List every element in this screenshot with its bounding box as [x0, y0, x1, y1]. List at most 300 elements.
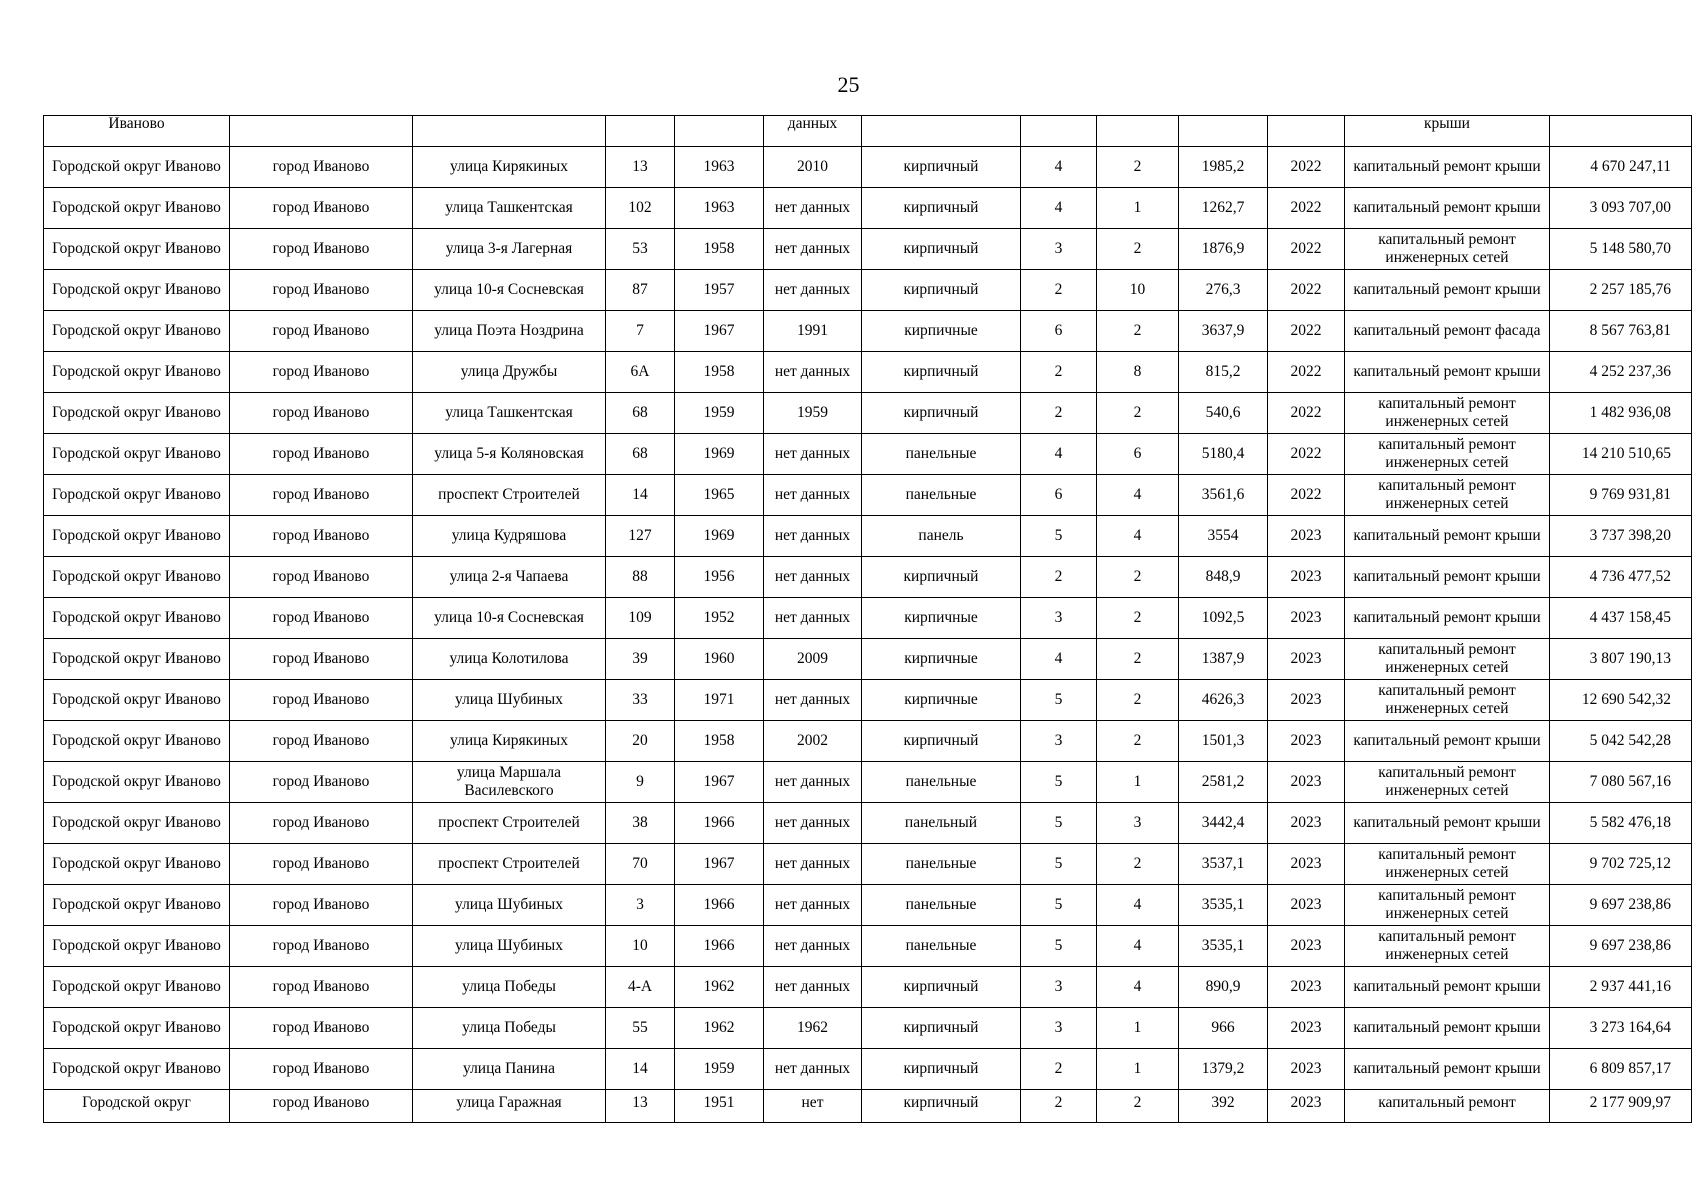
cell-built: 1967	[675, 311, 764, 352]
cell-entrances: 4	[1097, 967, 1179, 1008]
cell-street: улица Ташкентская	[413, 188, 606, 229]
table-row	[44, 557, 1692, 598]
cell-house: 6А	[606, 352, 675, 393]
cell-entrances: 8	[1097, 352, 1179, 393]
cell-locality: город Иваново	[230, 147, 413, 188]
cell-work: капитальный ремонт крыши	[1345, 721, 1550, 762]
cell-last-repair: 2002	[764, 721, 862, 762]
cell-work: капитальный ремонт инженерных сетей	[1345, 762, 1550, 803]
cell-locality: город Иваново	[230, 434, 413, 475]
cell-entrances: 2	[1097, 311, 1179, 352]
cell-last-repair: 1962	[764, 1008, 862, 1049]
cell-work: капитальный ремонт инженерных сетей	[1345, 926, 1550, 967]
cell-year: 2023	[1268, 926, 1345, 967]
cell-work: капитальный ремонт инженерных сетей	[1345, 475, 1550, 516]
cell-locality: город Иваново	[230, 352, 413, 393]
cell-floors: 5	[1021, 680, 1097, 721]
cell-street: улица Победы	[413, 1008, 606, 1049]
cell-work: капитальный ремонт крыши	[1345, 557, 1550, 598]
cell-locality: город Иваново	[230, 475, 413, 516]
cell-floors: 2	[1021, 557, 1097, 598]
cell-area: 815,2	[1179, 352, 1268, 393]
cell-street: улица Победы	[413, 967, 606, 1008]
cell-year: 2023	[1268, 1090, 1345, 1123]
cell-floors: 4	[1021, 147, 1097, 188]
cell-built: 1959	[675, 1049, 764, 1090]
cell-floors: 5	[1021, 885, 1097, 926]
table-row	[44, 1008, 1692, 1049]
cell-entrances: 4	[1097, 926, 1179, 967]
cell-area: 1985,2	[1179, 147, 1268, 188]
cell-work: капитальный ремонт крыши	[1345, 270, 1550, 311]
table-row	[44, 229, 1692, 270]
table-row	[44, 639, 1692, 680]
cell-municipality: Городской округ Иваново	[44, 803, 230, 844]
cell-cost: 2 177 909,97	[1550, 1090, 1692, 1123]
cell-municipality: Городской округ Иваново	[44, 188, 230, 229]
cell-house: 68	[606, 393, 675, 434]
cell-floors: 3	[1021, 229, 1097, 270]
cell-built: 1962	[675, 967, 764, 1008]
cell-work: крыши	[1345, 116, 1550, 147]
cell-work: капитальный ремонт фасада	[1345, 311, 1550, 352]
cell-built: 1971	[675, 680, 764, 721]
repair-program-table	[43, 115, 1692, 1123]
cell-cost: 3 737 398,20	[1550, 516, 1692, 557]
table-row	[44, 803, 1692, 844]
table-row	[44, 680, 1692, 721]
cell-locality: город Иваново	[230, 229, 413, 270]
cell-cost: 3 093 707,00	[1550, 188, 1692, 229]
cell-municipality: Городской округ Иваново	[44, 393, 230, 434]
cell-municipality: Городской округ Иваново	[44, 680, 230, 721]
cell-municipality: Городской округ Иваново	[44, 926, 230, 967]
cell-locality: город Иваново	[230, 188, 413, 229]
cell-built: 1963	[675, 147, 764, 188]
cell-last-repair: нет данных	[764, 229, 862, 270]
cell-wall: панельный	[862, 803, 1021, 844]
cell-entrances: 2	[1097, 229, 1179, 270]
cell-cost: 14 210 510,65	[1550, 434, 1692, 475]
cell-entrances: 4	[1097, 516, 1179, 557]
cell-built: 1965	[675, 475, 764, 516]
cell-cost: 5 148 580,70	[1550, 229, 1692, 270]
cell-entrances: 1	[1097, 1008, 1179, 1049]
cell-cost: 12 690 542,32	[1550, 680, 1692, 721]
cell-municipality: Городской округ Иваново	[44, 885, 230, 926]
cell-house: 14	[606, 1049, 675, 1090]
cell-locality: город Иваново	[230, 680, 413, 721]
table-row	[44, 516, 1692, 557]
cell-year: 2022	[1268, 475, 1345, 516]
cell-house: 109	[606, 598, 675, 639]
cell-last-repair: нет данных	[764, 475, 862, 516]
cell-built: 1952	[675, 598, 764, 639]
cell-year: 2022	[1268, 393, 1345, 434]
cell-last-repair: нет данных	[764, 188, 862, 229]
cell-floors: 5	[1021, 926, 1097, 967]
cell-street: улица Гаражная	[413, 1090, 606, 1123]
cell-entrances: 6	[1097, 434, 1179, 475]
cell-entrances: 2	[1097, 393, 1179, 434]
cell-locality: город Иваново	[230, 926, 413, 967]
cell-house: 87	[606, 270, 675, 311]
cell-street: проспект Строителей	[413, 803, 606, 844]
cell-cost: 2 257 185,76	[1550, 270, 1692, 311]
cell-last-repair: нет данных	[764, 803, 862, 844]
cell-house: 13	[606, 1090, 675, 1123]
cell-cost: 9 697 238,86	[1550, 926, 1692, 967]
cell-built: 1962	[675, 1008, 764, 1049]
cell-cost: 8 567 763,81	[1550, 311, 1692, 352]
cell-built: 1958	[675, 229, 764, 270]
cell-last-repair: нет данных	[764, 762, 862, 803]
cell-year: 2023	[1268, 680, 1345, 721]
cell-floors: 5	[1021, 516, 1097, 557]
cell-area: 1387,9	[1179, 639, 1268, 680]
cell-locality: город Иваново	[230, 1049, 413, 1090]
cell-municipality: Иваново	[44, 116, 230, 147]
cell-area: 1876,9	[1179, 229, 1268, 270]
cell-work: капитальный ремонт крыши	[1345, 188, 1550, 229]
cell-built: 1958	[675, 352, 764, 393]
cell-area: 3535,1	[1179, 926, 1268, 967]
table-row	[44, 475, 1692, 516]
cell-entrances: 4	[1097, 475, 1179, 516]
cell-locality: город Иваново	[230, 516, 413, 557]
cell-area: 540,6	[1179, 393, 1268, 434]
cell-house: 53	[606, 229, 675, 270]
cell-locality: город Иваново	[230, 803, 413, 844]
cell-entrances: 1	[1097, 1049, 1179, 1090]
cell-area: 3637,9	[1179, 311, 1268, 352]
cell-wall: кирпичный	[862, 721, 1021, 762]
cell-wall: панельные	[862, 926, 1021, 967]
cell-street: улица Шубиных	[413, 885, 606, 926]
table-row	[44, 147, 1692, 188]
cell-area	[1179, 116, 1268, 147]
cell-floors: 6	[1021, 311, 1097, 352]
cell-locality: город Иваново	[230, 270, 413, 311]
cell-house: 10	[606, 926, 675, 967]
cell-locality	[230, 116, 413, 147]
cell-municipality: Городской округ Иваново	[44, 967, 230, 1008]
cell-wall: кирпичный	[862, 1090, 1021, 1123]
cell-entrances: 3	[1097, 803, 1179, 844]
cell-area: 3537,1	[1179, 844, 1268, 885]
cell-last-repair: нет данных	[764, 598, 862, 639]
cell-wall: кирпичный	[862, 967, 1021, 1008]
cell-area: 3535,1	[1179, 885, 1268, 926]
cell-last-repair: 1991	[764, 311, 862, 352]
cell-last-repair: нет данных	[764, 270, 862, 311]
cell-wall: кирпичный	[862, 270, 1021, 311]
cell-floors: 3	[1021, 1008, 1097, 1049]
cell-house: 127	[606, 516, 675, 557]
cell-floors: 4	[1021, 639, 1097, 680]
cell-year: 2023	[1268, 557, 1345, 598]
cell-wall: кирпичные	[862, 598, 1021, 639]
cell-last-repair: 1959	[764, 393, 862, 434]
cell-wall: кирпичные	[862, 680, 1021, 721]
cell-area: 1262,7	[1179, 188, 1268, 229]
cell-street: улица Кудряшова	[413, 516, 606, 557]
cell-built: 1956	[675, 557, 764, 598]
cell-wall: кирпичные	[862, 311, 1021, 352]
cell-street: улица 10-я Сосневская	[413, 270, 606, 311]
cell-locality: город Иваново	[230, 557, 413, 598]
cell-year: 2023	[1268, 844, 1345, 885]
cell-cost: 1 482 936,08	[1550, 393, 1692, 434]
cell-municipality: Городской округ Иваново	[44, 311, 230, 352]
cell-last-repair: нет данных	[764, 885, 862, 926]
cell-last-repair: нет данных	[764, 926, 862, 967]
cell-floors: 5	[1021, 803, 1097, 844]
cell-year: 2023	[1268, 967, 1345, 1008]
cell-cost: 9 769 931,81	[1550, 475, 1692, 516]
cell-municipality: Городской округ Иваново	[44, 516, 230, 557]
cell-year: 2023	[1268, 1049, 1345, 1090]
cell-street	[413, 116, 606, 147]
cell-wall: кирпичный	[862, 393, 1021, 434]
cell-area: 392	[1179, 1090, 1268, 1123]
cell-floors: 3	[1021, 598, 1097, 639]
cell-house: 3	[606, 885, 675, 926]
table-row	[44, 844, 1692, 885]
cell-area: 890,9	[1179, 967, 1268, 1008]
cell-street: проспект Строителей	[413, 475, 606, 516]
table-row	[44, 270, 1692, 311]
cell-work: капитальный ремонт крыши	[1345, 1049, 1550, 1090]
cell-work: капитальный ремонт инженерных сетей	[1345, 434, 1550, 475]
cell-work: капитальный ремонт инженерных сетей	[1345, 885, 1550, 926]
cell-area: 276,3	[1179, 270, 1268, 311]
cell-built: 1967	[675, 762, 764, 803]
continuation-row	[44, 116, 1692, 147]
cell-locality: город Иваново	[230, 885, 413, 926]
cell-house: 68	[606, 434, 675, 475]
cell-floors: 5	[1021, 762, 1097, 803]
cell-municipality: Городской округ Иваново	[44, 475, 230, 516]
table-row	[44, 967, 1692, 1008]
cell-street: улица Кирякиных	[413, 147, 606, 188]
cell-street: улица 3-я Лагерная	[413, 229, 606, 270]
cell-street: улица 10-я Сосневская	[413, 598, 606, 639]
cell-wall: кирпичный	[862, 147, 1021, 188]
cell-wall: кирпичные	[862, 639, 1021, 680]
cell-wall: кирпичный	[862, 229, 1021, 270]
cell-house: 9	[606, 762, 675, 803]
cell-house: 39	[606, 639, 675, 680]
cell-wall: панель	[862, 516, 1021, 557]
cell-wall: кирпичный	[862, 188, 1021, 229]
table-row	[44, 762, 1692, 803]
cell-locality: город Иваново	[230, 967, 413, 1008]
cell-last-repair: нет данных	[764, 844, 862, 885]
cell-year	[1268, 116, 1345, 147]
cell-wall: кирпичный	[862, 1049, 1021, 1090]
table-row	[44, 352, 1692, 393]
cell-municipality: Городской округ Иваново	[44, 721, 230, 762]
cell-cost: 2 937 441,16	[1550, 967, 1692, 1008]
cell-area: 4626,3	[1179, 680, 1268, 721]
cell-wall: кирпичный	[862, 1008, 1021, 1049]
cell-municipality: Городской округ Иваново	[44, 229, 230, 270]
cell-floors: 4	[1021, 188, 1097, 229]
cell-wall: кирпичный	[862, 557, 1021, 598]
cell-floors	[1021, 116, 1097, 147]
cell-area: 1379,2	[1179, 1049, 1268, 1090]
cell-cost: 5 042 542,28	[1550, 721, 1692, 762]
cell-last-repair: нет данных	[764, 680, 862, 721]
table-row	[44, 434, 1692, 475]
cell-municipality: Городской округ Иваново	[44, 352, 230, 393]
page-number: 25	[837, 72, 860, 97]
cell-cost: 5 582 476,18	[1550, 803, 1692, 844]
cell-wall: панельные	[862, 434, 1021, 475]
cell-built: 1959	[675, 393, 764, 434]
cell-locality: город Иваново	[230, 1008, 413, 1049]
cell-wall: панельные	[862, 844, 1021, 885]
cell-cost: 4 670 247,11	[1550, 147, 1692, 188]
cell-entrances: 2	[1097, 598, 1179, 639]
cell-entrances: 2	[1097, 844, 1179, 885]
cell-floors: 2	[1021, 1090, 1097, 1123]
cell-last-repair: нет данных	[764, 1049, 862, 1090]
cell-locality: город Иваново	[230, 311, 413, 352]
cell-house: 55	[606, 1008, 675, 1049]
cell-year: 2023	[1268, 762, 1345, 803]
cell-year: 2022	[1268, 270, 1345, 311]
cell-work: капитальный ремонт инженерных сетей	[1345, 680, 1550, 721]
cell-floors: 2	[1021, 270, 1097, 311]
cell-floors: 2	[1021, 393, 1097, 434]
cell-house: 70	[606, 844, 675, 885]
cell-last-repair: нет данных	[764, 434, 862, 475]
cell-house	[606, 116, 675, 147]
table-row	[44, 598, 1692, 639]
cell-house: 102	[606, 188, 675, 229]
cell-area: 848,9	[1179, 557, 1268, 598]
cell-street: улица Кирякиных	[413, 721, 606, 762]
cell-street: улица Шубиных	[413, 680, 606, 721]
cell-locality: город Иваново	[230, 844, 413, 885]
cell-year: 2023	[1268, 1008, 1345, 1049]
partial-row	[44, 1090, 1692, 1123]
cell-cost: 3 807 190,13	[1550, 639, 1692, 680]
cell-municipality: Городской округ Иваново	[44, 557, 230, 598]
cell-street: улица Ташкентская	[413, 393, 606, 434]
cell-locality: город Иваново	[230, 762, 413, 803]
table-row	[44, 721, 1692, 762]
cell-work: капитальный ремонт инженерных сетей	[1345, 393, 1550, 434]
cell-street: проспект Строителей	[413, 844, 606, 885]
cell-municipality: Городской округ Иваново	[44, 434, 230, 475]
cell-cost: 6 809 857,17	[1550, 1049, 1692, 1090]
cell-cost: 4 736 477,52	[1550, 557, 1692, 598]
cell-area: 3554	[1179, 516, 1268, 557]
cell-cost: 4 252 237,36	[1550, 352, 1692, 393]
cell-locality: город Иваново	[230, 1090, 413, 1123]
cell-area: 3561,6	[1179, 475, 1268, 516]
cell-street: улица 5-я Коляновская	[413, 434, 606, 475]
cell-year: 2022	[1268, 352, 1345, 393]
cell-year: 2022	[1268, 188, 1345, 229]
cell-last-repair: данных	[764, 116, 862, 147]
cell-built: 1966	[675, 926, 764, 967]
cell-cost: 7 080 567,16	[1550, 762, 1692, 803]
cell-last-repair: 2010	[764, 147, 862, 188]
cell-entrances: 2	[1097, 557, 1179, 598]
table-row	[44, 885, 1692, 926]
cell-entrances: 2	[1097, 147, 1179, 188]
cell-last-repair: 2009	[764, 639, 862, 680]
cell-locality: город Иваново	[230, 721, 413, 762]
cell-work: капитальный ремонт инженерных сетей	[1345, 229, 1550, 270]
cell-last-repair: нет данных	[764, 516, 862, 557]
cell-municipality: Городской округ Иваново	[44, 1049, 230, 1090]
cell-built: 1960	[675, 639, 764, 680]
cell-year: 2022	[1268, 311, 1345, 352]
cell-year: 2023	[1268, 885, 1345, 926]
cell-municipality: Городской округ Иваново	[44, 147, 230, 188]
cell-year: 2023	[1268, 598, 1345, 639]
cell-house: 4-А	[606, 967, 675, 1008]
cell-work: капитальный ремонт крыши	[1345, 803, 1550, 844]
cell-area: 966	[1179, 1008, 1268, 1049]
cell-cost: 9 697 238,86	[1550, 885, 1692, 926]
cell-entrances: 2	[1097, 680, 1179, 721]
cell-entrances: 1	[1097, 188, 1179, 229]
cell-built: 1958	[675, 721, 764, 762]
cell-wall: панельные	[862, 885, 1021, 926]
cell-built: 1969	[675, 434, 764, 475]
cell-year: 2022	[1268, 147, 1345, 188]
cell-work: капитальный ремонт крыши	[1345, 967, 1550, 1008]
table-row	[44, 926, 1692, 967]
cell-work: капитальный ремонт крыши	[1345, 1008, 1550, 1049]
cell-work: капитальный ремонт крыши	[1345, 598, 1550, 639]
cell-house: 38	[606, 803, 675, 844]
cell-municipality: Городской округ Иваново	[44, 598, 230, 639]
cell-street: улица Маршала Василевского	[413, 762, 606, 803]
cell-built	[675, 116, 764, 147]
cell-built: 1951	[675, 1090, 764, 1123]
cell-built: 1966	[675, 885, 764, 926]
cell-built: 1966	[675, 803, 764, 844]
cell-floors: 2	[1021, 352, 1097, 393]
cell-area: 2581,2	[1179, 762, 1268, 803]
cell-cost: 4 437 158,45	[1550, 598, 1692, 639]
cell-year: 2023	[1268, 639, 1345, 680]
cell-year: 2022	[1268, 229, 1345, 270]
cell-entrances: 4	[1097, 885, 1179, 926]
cell-floors: 2	[1021, 1049, 1097, 1090]
cell-cost: 9 702 725,12	[1550, 844, 1692, 885]
cell-street: улица Колотилова	[413, 639, 606, 680]
cell-house: 88	[606, 557, 675, 598]
cell-year: 2022	[1268, 434, 1345, 475]
cell-street: улица Дружбы	[413, 352, 606, 393]
cell-year: 2023	[1268, 803, 1345, 844]
cell-built: 1967	[675, 844, 764, 885]
cell-locality: город Иваново	[230, 393, 413, 434]
cell-municipality: Городской округ Иваново	[44, 762, 230, 803]
cell-area: 3442,4	[1179, 803, 1268, 844]
cell-entrances: 10	[1097, 270, 1179, 311]
cell-area: 5180,4	[1179, 434, 1268, 475]
cell-street: улица Поэта Ноздрина	[413, 311, 606, 352]
